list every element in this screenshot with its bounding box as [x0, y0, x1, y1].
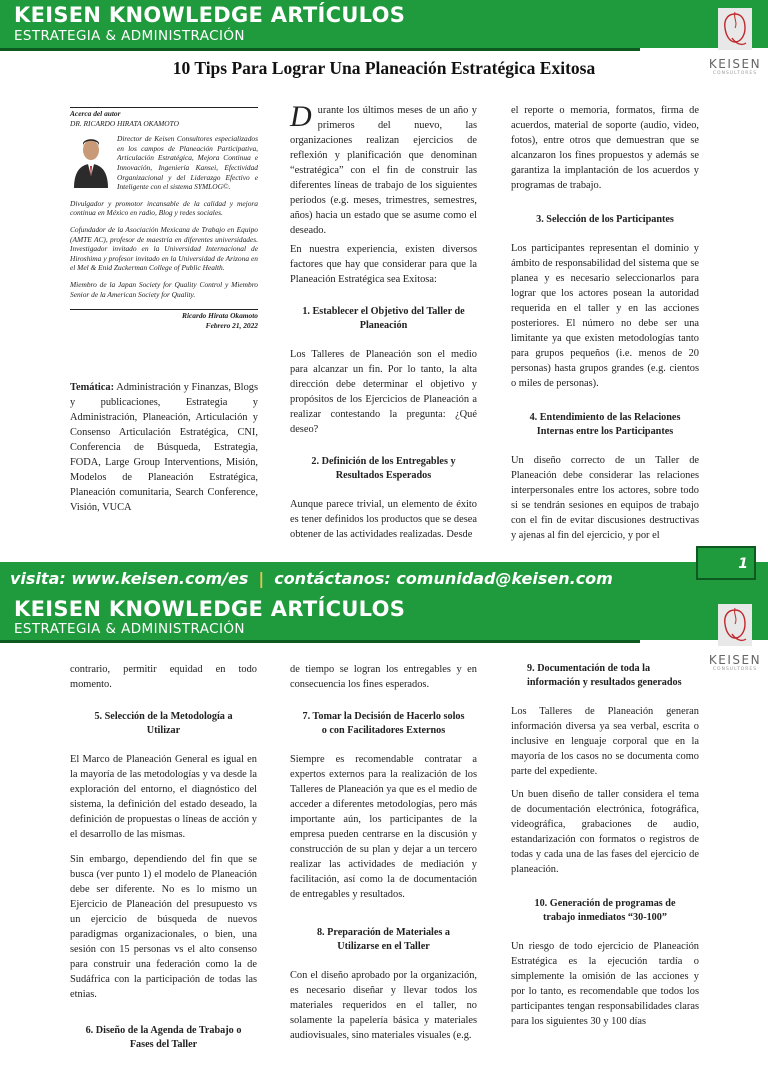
header-subtitle: ESTRATEGIA & ADMINISTRACIÓN	[14, 28, 245, 44]
footer-bar	[0, 562, 768, 596]
logo-name: KEISEN	[708, 653, 762, 667]
page1-column-2	[290, 100, 477, 546]
keisen-logo-icon	[718, 8, 752, 50]
column-1-continuation: contrario, permitir equidad en todo momento.	[70, 664, 257, 690]
header-title: KEISEN KNOWLEDGE ARTÍCULOS	[14, 3, 406, 27]
section-9-title: 9. Documentación de toda la información y resultados generados	[527, 663, 682, 688]
intro-paragraph-1: urante los últimos meses de un año y primeros del nuevo, las organizaciones realizan ejercicios de reflexión y planificación que denominan “estratégica” con el fin de construir las diferentes líneas de trabajo de los siguientes periodos (e.g. meses, trimestres, semestres, años) hacia un estado que se asume como el deseado.	[290, 105, 477, 236]
section-7-text: Siempre es recomendable contratar a expertos externos para la realización de los Talleres de Planeación ya que es el medio de acceder a diferentes metodologías, pero más importante aún, los participantes de la empresa pueden centrarse en la discusión y construcción de su plan y dejar a un tercero realizar las actividades de mediación y facilitación, así como la de documentación de entregables y resultados.	[290, 754, 477, 900]
section-2-title: 2. Definición de los Entregables y Resultados Esperados	[311, 456, 456, 481]
page2-column-1	[70, 662, 257, 1066]
section-7-title: 7. Tomar la Decisión de Hacerlo solos o con Facilitadores Externos	[302, 711, 465, 736]
author-bio-2: Divulgador y promotor incansable de la calidad y mejora continua en México en radio, Blog y redes sociales.	[70, 198, 258, 218]
logo-tagline: CONSULTORES	[712, 71, 758, 76]
section-10-text: Un riesgo de todo ejercicio de Planeación Estratégica es la ejecución tardía o simplemente la omisión de las acciones y por lo tanto, es recomendable que todos los participantes tengan responsabilidades claras para los siguientes 30 y 100 días	[511, 941, 699, 1027]
footer-contact-link[interactable]: contáctanos: comunidad@keisen.com	[274, 569, 613, 588]
page2-column-3	[511, 662, 699, 1033]
section-6-title: 6. Diseño de la Agenda de Trabajo o Fases del Taller	[85, 1025, 242, 1050]
page2-column-2	[290, 662, 477, 1047]
section-3-text: Los participantes representan el dominio y ámbito de responsabilidad del sistema que se planea y es necesario seleccionarlos para lograr que los actores posean la autoridad requerida en el taller y en las acciones posteriores. El número no debe ser una limitante ya que existen metodologías tanto para grupos pequeños (i.e. menos de 20 personas) hasta grupos grandes (e.g. cientos o miles de personas).	[511, 243, 699, 389]
tematica-label: Temática:	[70, 382, 115, 393]
section-5-text-2: Sin embargo, dependiendo del fin que se busca (ver punto 1) el modelo de Planeación debe ser diferente. No es lo mismo un Ejercicio de Planeación del presupuesto vs un ejercicio de búsqueda de nuevos paradigmas organizacionales, o bien, una sesión con 15 personas vs el alto consenso para construir una federación como la de Sudáfrica con la participación de todas las etnias.	[70, 854, 257, 1000]
author-bio-4: Miembro de la Japan Society for Quality Control y Miembro Senior de la American Society for Quality.	[70, 279, 258, 299]
header-underline-page-2	[0, 640, 640, 643]
keisen-logo-icon	[718, 604, 752, 646]
header-corner-wedge	[560, 0, 660, 48]
author-box	[70, 107, 258, 330]
header-subtitle-page-2: ESTRATEGIA & ADMINISTRACIÓN	[14, 621, 245, 637]
footer-visit-link[interactable]: visita: www.keisen.com/es	[10, 569, 249, 588]
logo-name: KEISEN	[708, 57, 762, 71]
author-heading: Acerca del autor	[70, 109, 121, 118]
column-3-continuation: el reporte o memoria, formatos, firma de acuerdos, material de soporte (audio, video, fotos), entre otros que demuestran que se alcanzaron los fines propuestos y además se garantiza la implantación de los acuerdos y programas de trabajo.	[511, 105, 699, 191]
footer-separator: |	[258, 569, 265, 588]
tematica-text: Administración y Finanzas, Blogs y publicaciones, Estrategia y Administración, Planeación, Articulación y Consenso Articulación Estratégica, CNI, Conferencia de Búsqueda, Estrategia, FODA, Large Group Interventions, Misión, Modelos de Planeación Estratégica, Planeación comunitaria, Search Conference, Visión, VUCA	[70, 382, 258, 513]
section-9-text-1: Los Talleres de Planeación generan información diversa ya sea verbal, escrita o inclusive en lenguaje corporal que en la mayoría de los casos no se documenta como parte del expediente.	[511, 706, 699, 777]
author-signature-name: Ricardo Hirata Okamoto	[182, 311, 258, 321]
section-2-text: Aunque parece trivial, un elemento de éxito es tener definidos los productos que se desea obtener de las actividades realizadas. Desde	[290, 499, 477, 540]
section-5-text-1: El Marco de Planeación General es igual en la mayoría de las metodologías y va desde la exploración del entorno, el diagnóstico del sistema, la definición del estado deseado, la definición de propuestas o líneas de acción y el desarrollo de las mismas.	[70, 754, 257, 840]
section-3-title: 3. Selección de los Participantes	[536, 214, 674, 225]
author-bio-1: Director de Keisen Consultores especializados en los campos de Planeación Participativa, Articulación Estratégica, Mejora Continua e Innovación, Ingeniería Kansei, Efectividad Organizacional y del Liderazgo Efectivo e Inteligente con el sistema SYMLOG©.	[117, 134, 258, 192]
author-bio-3: Cofundador de la Asociación Mexicana de Trabajo en Equipo (AMTE AC), profesor de maestría en diferentes universidades. Investigador invitado en la Universidad Internacional de Hiroshima y profesor invitado en la Universidad de Arizona en el Mel & Enid Zuckerman College of Public Health.	[70, 224, 258, 273]
dropcap: D	[290, 100, 312, 133]
section-1-title: 1. Establecer el Objetivo del Taller de Planeación	[302, 306, 465, 331]
header-band-page-2	[0, 596, 768, 640]
section-4-title: 4. Entendimiento de las Relaciones Internas entre los Participantes	[529, 412, 681, 437]
column-2-continuation: de tiempo se logran los entregables y en consecuencia los fines esperados.	[290, 664, 477, 690]
section-4-text: Un diseño correcto de un Taller de Planeación debe considerar las relaciones interpersonales entre los actores, sobre todo si se tendrán sesiones en equipos de trabajo con el fin de evitar discusiones destructivas y ajenas al fin del ejercicio, y por el	[511, 455, 699, 541]
section-1-text: Los Talleres de Planeación son el medio para alcanzar un fin. Por lo tanto, la alta dirección debe determinar el objetivo y propósitos de los Ejercicios de Planeación a realizar contestando la pregunta: ¿Qué deseo?	[290, 349, 477, 435]
intro-paragraph-2: En nuestra experiencia, existen diversos factores que hay que considerar para que la Planeación Estratégica sea Exitosa:	[290, 244, 477, 285]
section-9-text-2: Un buen diseño de taller considera el tema de documentación electrónica, fotográfica, videográfica, grabaciones de audio, estandarización con formatos o registros de todas y cada una de las fases del ejercicio de planeación.	[511, 789, 699, 875]
document-title: 10 Tips Para Lograr Una Planeación Estratégica Exitosa	[172, 58, 596, 78]
author-bottom-rule	[70, 309, 258, 310]
author-name: DR. RICARDO HIRATA OKAMOTO	[70, 118, 179, 128]
section-8-text: Con el diseño aprobado por la organización, es necesario diseñar y llevar todos los materiales requeridos en el taller, no solamente la papelería básica y materiales audiovisuales, sino materiales visuales (e.g.	[290, 970, 477, 1041]
section-10-title: 10. Generación de programas de trabajo inmediatos “30-100”	[534, 898, 676, 923]
keisen-logo-page-2	[707, 604, 763, 672]
logo-tagline: CONSULTORES	[712, 667, 758, 672]
page1-column-3	[511, 103, 699, 547]
author-photo	[70, 134, 112, 188]
header-underline	[0, 48, 640, 51]
author-signature-date: Febrero 21, 2022	[205, 320, 258, 330]
section-5-title: 5. Selección de la Metodología a Utilizar	[94, 711, 233, 736]
header-title-page-2: KEISEN KNOWLEDGE ARTÍCULOS	[14, 597, 406, 621]
page-number: 1	[696, 546, 756, 580]
footer-text	[10, 569, 613, 588]
tematica	[70, 380, 258, 515]
section-8-title: 8. Preparación de Materiales a Utilizarse en el Taller	[316, 927, 451, 952]
